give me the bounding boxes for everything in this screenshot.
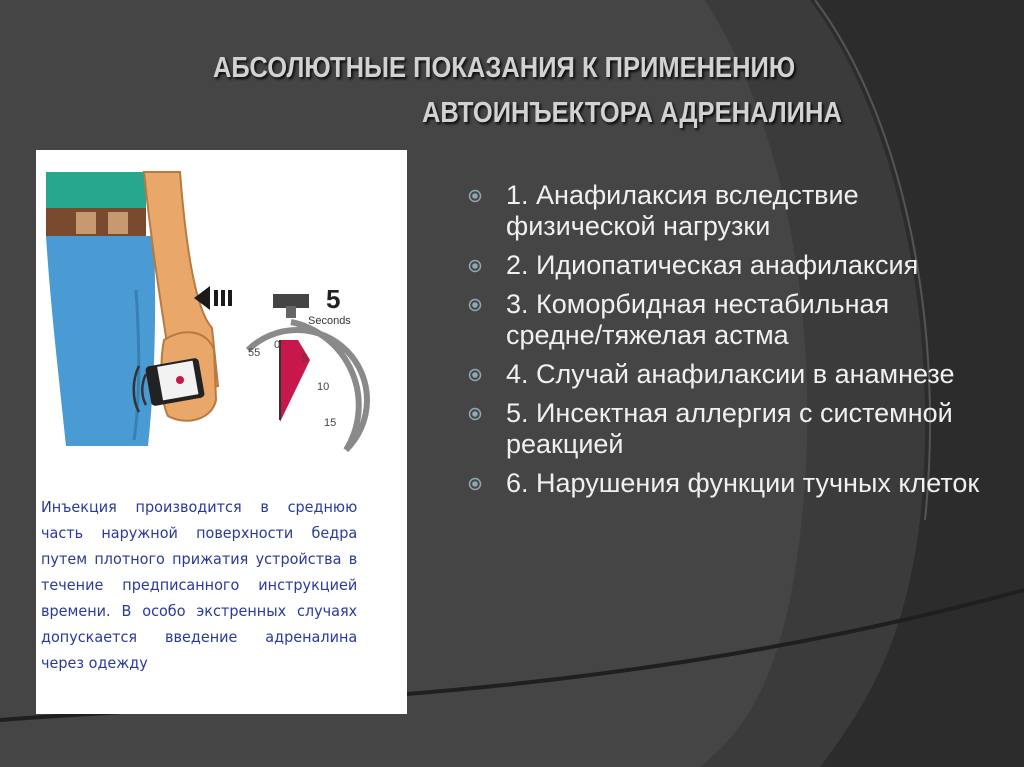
list-item-text: 1. Анафилаксия вследствие физической нагрузки	[506, 180, 859, 241]
list-item-text: 2. Идиопатическая анафилаксия	[506, 250, 919, 280]
dial-label-0: 0	[274, 339, 281, 351]
timer-number: 5	[326, 284, 341, 314]
circle-bullet-icon	[468, 477, 482, 491]
list-item-text: 4. Случай анафилаксии в анамнезе	[506, 359, 955, 389]
circle-bullet-icon	[468, 407, 482, 421]
list-item	[468, 468, 988, 499]
slide-title-line1: АБСОЛЮТНЫЕ ПОКАЗАНИЯ К ПРИМЕНЕНИЮ	[213, 52, 796, 84]
slide-title-line2: АВТОИНЪЕКТОРА АДРЕНАЛИНА	[422, 97, 842, 129]
list-item	[468, 250, 988, 281]
timer-unit: Seconds	[308, 315, 351, 327]
dial-label-10: 10	[317, 381, 330, 393]
illustration-panel	[36, 150, 407, 714]
shirt	[46, 172, 146, 210]
list-item	[468, 289, 988, 351]
circle-bullet-icon	[468, 368, 482, 382]
list-item-text: 5. Инсектная аллергия с системной реакцией	[506, 398, 953, 459]
injection-illustration	[36, 150, 407, 490]
dial-label-55: 55	[248, 347, 261, 359]
indications-list	[468, 180, 988, 507]
list-item	[468, 398, 988, 460]
injection-caption: Инъекция производится в среднюю часть наружной поверхности бедра путем плотного прижатия устройства в течение предписанного инструкцией времени. В особо экстренных случаях допускается введение адреналина через одежду	[41, 498, 358, 672]
circle-bullet-icon	[468, 298, 482, 312]
list-item-text: 3. Коморбидная нестабильная средне/тяжелая астма	[506, 289, 890, 350]
list-item	[468, 359, 988, 390]
dial-label-15: 15	[324, 417, 337, 429]
circle-bullet-icon	[468, 259, 482, 273]
dial-label-5: 5	[302, 353, 309, 365]
list-item-text: 6. Нарушения функции тучных клеток	[506, 468, 980, 498]
list-item	[468, 180, 988, 242]
circle-bullet-icon	[468, 189, 482, 203]
